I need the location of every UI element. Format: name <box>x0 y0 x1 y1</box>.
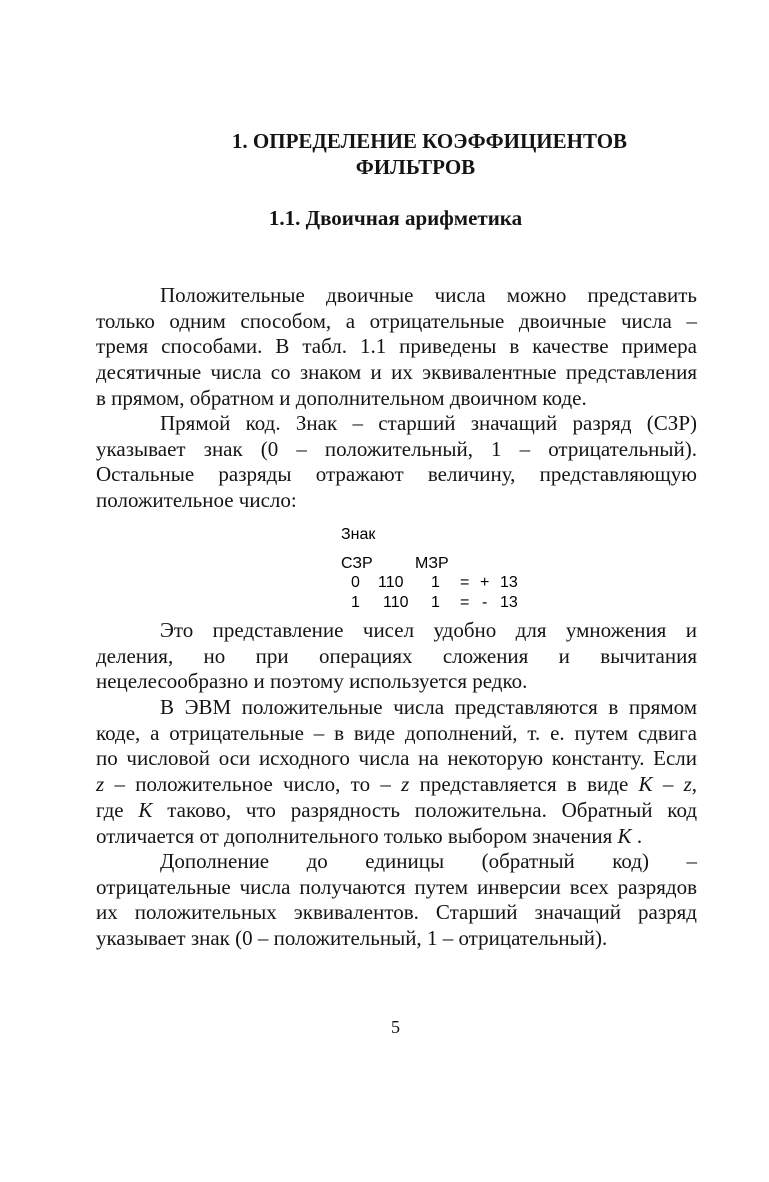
row1-value: 13 <box>500 574 518 591</box>
text-fragment: таково, что разрядность положительна. Обратный код <box>167 797 698 822</box>
row1-sign: + <box>480 574 490 591</box>
math-k: K <box>138 797 153 822</box>
math-minus-z: – z <box>380 772 410 797</box>
row2-value: 13 <box>500 594 518 611</box>
row1-lsb: 1 <box>431 574 440 591</box>
text-line <box>96 926 697 952</box>
text-fragment: , <box>691 772 698 797</box>
row1-equals: = <box>460 574 470 591</box>
text-line: Прямой код. Знак – старший значащий разряд (СЗР) <box>160 411 697 435</box>
sign-label: Знак <box>341 526 376 543</box>
row1-magnitude-bits: 110 <box>378 574 404 591</box>
math-zero: 0 – <box>242 926 269 951</box>
text-line: только одним способом, а отрицательные двоичные числа – <box>96 308 697 333</box>
row2-lsb: 1 <box>431 594 440 611</box>
row2-equals: = <box>460 594 470 611</box>
paragraph-5 <box>96 849 697 952</box>
row1-sign-bit: 0 <box>351 574 360 591</box>
text-line: Остальные разряды отражают величину, представляющую <box>96 462 697 487</box>
lsb-label: МЗР <box>415 555 449 572</box>
text-fragment: где <box>96 797 124 822</box>
math-z: z <box>96 772 105 797</box>
text-line: отрицательные числа получаются путем инверсии всех разрядов <box>96 874 697 899</box>
text-fragment: отрицательный). <box>458 926 608 951</box>
text-line <box>96 798 697 824</box>
chapter-heading-line2: ФИЛЬТРОВ <box>355 155 476 179</box>
text-line <box>96 772 697 798</box>
paragraph-2 <box>96 411 697 514</box>
text-fragment: положительный, <box>273 926 422 951</box>
text-line <box>96 824 697 850</box>
text-fragment: . <box>636 823 643 848</box>
text-line: по числовой оси исходного числа на некоторую константу. Если <box>96 746 697 771</box>
page-number: 5 <box>391 1017 400 1037</box>
text-line: указывает знак (0 – положительный, 1 – отрицательный). <box>96 436 697 461</box>
row2-sign-bit: 1 <box>351 594 360 611</box>
text-line: положительное число: <box>96 488 297 513</box>
section-heading: 1.1. Двоичная арифметика <box>268 206 523 230</box>
text-line: В ЭВМ положительные числа представляются в прямом <box>160 695 697 719</box>
text-line: десятичные числа со знаком и их эквивалентные представления <box>96 360 697 385</box>
text-line: деления, но при операциях сложения и вычитания <box>96 643 697 668</box>
paragraph-3 <box>96 618 697 695</box>
text-fragment: отличается от дополнительного только выбором значения <box>96 823 613 848</box>
paragraph-4 <box>96 695 697 849</box>
math-one: 1 – <box>426 926 454 951</box>
row2-sign: - <box>482 594 488 611</box>
text-line: нецелесообразно и поэтому используется редко. <box>96 669 528 694</box>
msb-label: СЗР <box>341 555 373 572</box>
text-line: Это представление чисел удобно для умножения и <box>160 618 697 642</box>
text-fragment: указывает знак ( <box>96 926 243 951</box>
text-line: их положительных эквивалентов. Старший значащий разряд <box>96 900 697 925</box>
math-k: K <box>617 823 632 848</box>
text-line: Положительные двоичные числа можно представить <box>160 283 697 307</box>
row2-magnitude-bits: 110 <box>383 594 409 611</box>
paragraph-1 <box>96 283 697 412</box>
text-fragment: – положительное число, то <box>114 772 371 797</box>
text-line: Дополнение до единицы (обратный код) – <box>160 849 697 873</box>
text-fragment: представляется в виде <box>419 772 629 797</box>
text-line: в прямом, обратном и дополнительном двоичном коде. <box>96 385 587 410</box>
chapter-heading-line1: 1. ОПРЕДЕЛЕНИЕ КОЭФФИЦИЕНТОВ <box>231 129 628 153</box>
chapter-heading <box>0 128 769 180</box>
text-line: тремя способами. В табл. 1.1 приведены в качестве примера <box>96 334 697 359</box>
text-line: коде, а отрицательные – в виде дополнений, т. е. путем сдвига <box>96 720 697 745</box>
math-k-minus-z: K – z <box>638 772 692 797</box>
